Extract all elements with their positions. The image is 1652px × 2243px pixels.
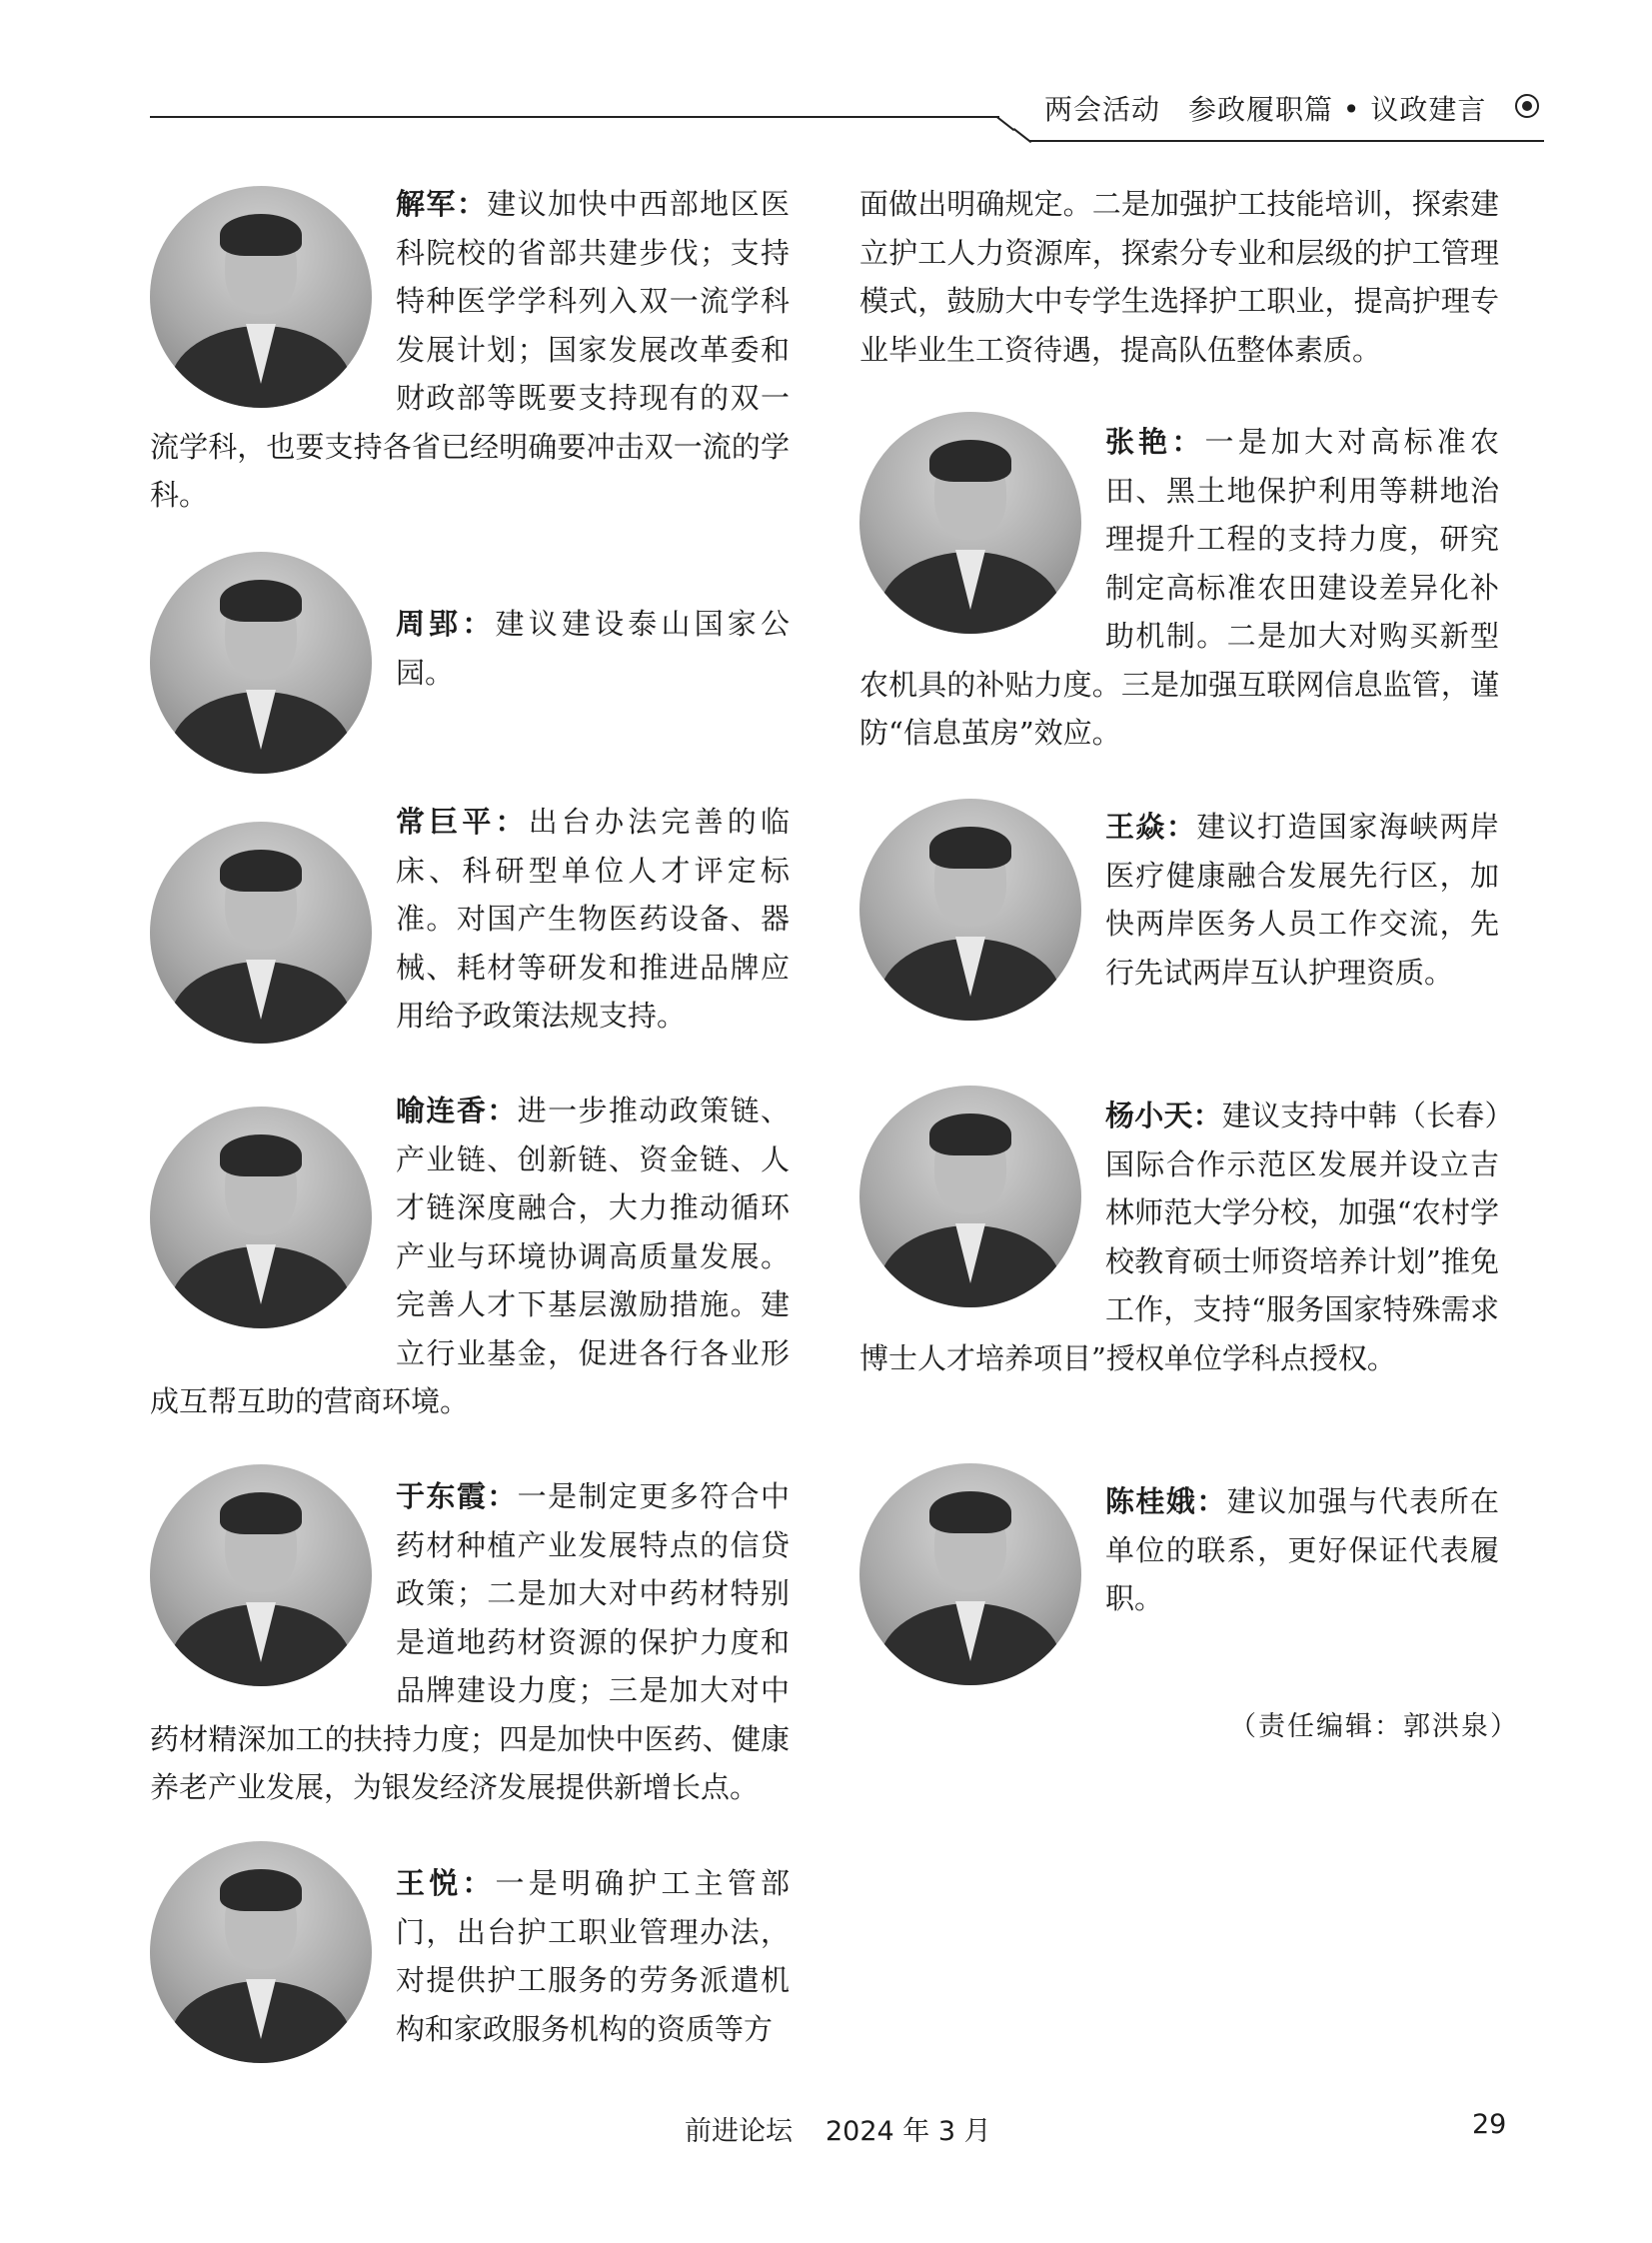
delegate-proposal: 一是加大对高标准农田、黑土地保护利用等耕地治理提升工程的支持力度，研究制定高标准农田建设差异化补助机制。二是加大对购买新型农机具的补贴力度。三是加强互联网信息监管，谨防“信息茧房”效应。 [859,425,1499,750]
portrait-photo [150,822,372,1044]
entry-yu-lianxiang [150,1087,790,1426]
delegate-name: 常巨平： [396,805,529,839]
portrait-photo [150,1464,372,1686]
delegate-proposal: 建议建设泰山国家公园。 [396,607,790,690]
delegate-proposal: 建议加强与代表所在单位的联系，更好保证代表履职。 [1105,1484,1499,1615]
entry-chen-guie [859,1477,1499,1689]
portrait-photo [150,552,372,774]
portrait-photo [150,1841,372,2063]
header-section: 两会活动 [1044,93,1161,126]
responsible-editor: （责任编辑：郭洪泉） [1229,1711,1519,1742]
portrait-photo [150,186,372,408]
entry-wang-yue-continued [859,180,1499,374]
portrait-photo [859,1086,1081,1307]
delegate-name: 陈桂娥： [1105,1484,1227,1518]
delegate-name: 周郢： [396,607,496,641]
entry-zhou-ying [150,600,790,778]
portrait-photo [859,412,1081,634]
footer-magazine: 前进论坛 [685,2116,793,2147]
delegate-proposal: 一是制定更多符合中药材种植产业发展特点的信贷政策；二是加大对中药材特别是道地药材资源的保护力度和品牌建设力度；三是加大对中药材精深加工的扶持力度；四是加快中医药、健康养老产业发展，为银发经济发展提供新增长点。 [150,1479,790,1804]
entry-xie-jun [150,180,790,520]
delegate-name: 杨小天： [1105,1099,1222,1132]
delegate-name: 王焱： [1105,810,1197,844]
delegate-name: 喻连香： [396,1094,518,1127]
delegate-proposal: 出台办法完善的临床、科研型单位人才评定标准。对国产生物医药设备、器械、耗材等研发和推进品牌应用给予政策法规支持。 [396,805,790,1033]
delegate-proposal: 建议打造国家海峡两岸医疗健康融合发展先行区，加快两岸医务人员工作交流，先行先试两岸互认护理资质。 [1105,810,1499,990]
footer-date: 2024 年 3 月 [826,2116,991,2147]
entry-zhang-yan [859,418,1499,758]
entry-yang-xiaotian [859,1092,1499,1382]
delegate-name: 张艳： [1105,425,1205,459]
entry-wang-yue [150,1859,790,2067]
entry-yu-dongxia [150,1472,790,1812]
portrait-photo [150,1107,372,1328]
delegate-proposal: 建议支持中韩（长春）国际合作示范区发展并设立吉林师范大学分校，加强“农村学校教育硕士师资培养计划”推免工作，支持“服务国家特殊需求博士人才培养项目”授权单位学科点授权。 [859,1099,1499,1375]
target-icon [1515,94,1539,118]
header-column: 参政履职篇 • 议政建言 [1188,93,1487,126]
page-number: 29 [1472,2109,1507,2140]
delegate-name: 王悦： [396,1866,496,1900]
entry-wang-yan [859,803,1499,1025]
delegate-proposal: 进一步推动政策链、产业链、创新链、资金链、人才链深度融合，大力推动循环产业与环境协调高质量发展。完善人才下基层激励措施。建立行业基金，促进各行各业形成互帮互助的营商环境。 [150,1094,790,1418]
portrait-photo [859,1463,1081,1685]
portrait-photo [859,799,1081,1021]
delegate-name: 解军： [396,187,488,221]
delegate-name: 于东霞： [396,1479,518,1513]
entry-chang-juping [150,798,790,1048]
running-header [1044,88,1486,128]
delegate-proposal: 建议加快中西部地区医科院校的省部共建步伐；支持特种医学学科列入双一流学科发展计划；国家发展改革委和财政部等既要支持现有的双一流学科，也要支持各省已经明确要冲击双一流的学科。 [150,187,790,512]
delegate-proposal: 一是明确护工主管部门，出台护工职业管理办法，对提供护工服务的劳务派遣机构和家政服务机构的资质等方 [396,1866,790,2046]
delegate-proposal: 面做出明确规定。二是加强护工技能培训，探索建立护工人力资源库，探索分专业和层级的护工管理模式，鼓励大中专学生选择护工职业，提高护理专业毕业生工资待遇，提高队伍整体素质。 [859,187,1499,367]
